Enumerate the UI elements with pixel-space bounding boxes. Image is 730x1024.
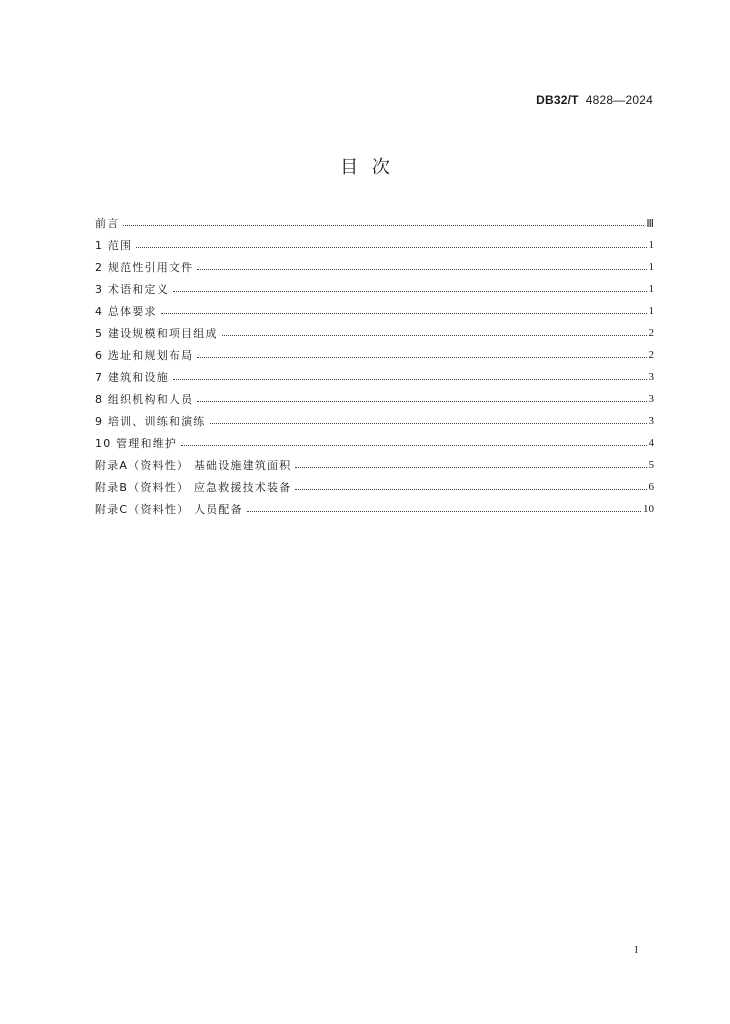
table-of-contents [95, 212, 654, 520]
toc-entry[interactable] [95, 256, 654, 278]
toc-entry-page: 3 [648, 415, 654, 427]
dot-leader [295, 489, 646, 490]
toc-entry[interactable] [95, 322, 654, 344]
toc-entry-page: 1 [648, 239, 654, 251]
toc-entry-title: 1 范围 [95, 239, 133, 252]
toc-entry[interactable] [95, 454, 654, 476]
page-number: I [634, 945, 638, 956]
toc-entry-title: 附录C（资料性） 人员配备 [95, 503, 243, 516]
toc-entry-page: 3 [648, 393, 654, 405]
toc-entry-title: 9 培训、训练和演练 [95, 415, 206, 428]
toc-entry-title: 6 选址和规划布局 [95, 349, 194, 362]
dot-leader [173, 291, 647, 292]
dot-leader [136, 247, 646, 248]
toc-entry[interactable] [95, 344, 654, 366]
toc-entry[interactable] [95, 476, 654, 498]
dot-leader [210, 423, 647, 424]
toc-entry-page: 2 [648, 327, 654, 339]
toc-entry[interactable] [95, 410, 654, 432]
dot-leader [197, 401, 646, 402]
dot-leader [295, 467, 646, 468]
standard-number: 4828—2024 [585, 93, 653, 107]
toc-entry[interactable] [95, 278, 654, 300]
dot-leader [247, 511, 641, 512]
toc-entry-title: 10 管理和维护 [95, 437, 178, 450]
dot-leader [161, 313, 647, 314]
toc-entry-title: 7 建筑和设施 [95, 371, 169, 384]
toc-entry-title: 附录B（资料性） 应急救援技术装备 [95, 481, 292, 494]
toc-title: 目 次 [340, 157, 390, 178]
dot-leader [123, 225, 644, 226]
toc-entry-page: Ⅲ [646, 217, 654, 230]
standard-prefix: DB32/T [536, 93, 579, 107]
dot-leader [173, 379, 647, 380]
toc-entry-page: 1 [648, 305, 654, 317]
toc-entry-title: 2 规范性引用文件 [95, 261, 194, 274]
toc-entry-title: 附录A（资料性） 基础设施建筑面积 [95, 459, 292, 472]
toc-entry-page: 2 [648, 349, 654, 361]
toc-entry-page: 1 [648, 261, 654, 273]
toc-entry[interactable] [95, 388, 654, 410]
toc-entry-page: 6 [648, 481, 654, 493]
dot-leader [197, 357, 646, 358]
toc-entry-page: 1 [648, 283, 654, 295]
toc-entry[interactable] [95, 212, 654, 234]
dot-leader [222, 335, 647, 336]
toc-entry[interactable] [95, 432, 654, 454]
toc-entry-title: 4 总体要求 [95, 305, 157, 318]
toc-entry-title: 5 建设规模和项目组成 [95, 327, 218, 340]
toc-entry-page: 3 [648, 371, 654, 383]
toc-entry-page: 5 [648, 459, 654, 471]
standard-code [536, 93, 653, 107]
toc-entry[interactable] [95, 300, 654, 322]
toc-entry[interactable] [95, 498, 654, 520]
toc-entry[interactable] [95, 366, 654, 388]
toc-entry-page: 4 [648, 437, 654, 449]
toc-entry-title: 8 组织机构和人员 [95, 393, 194, 406]
toc-entry-title: 前言 [95, 217, 120, 230]
toc-entry-page: 10 [643, 503, 654, 515]
dot-leader [181, 445, 646, 446]
toc-entry[interactable] [95, 234, 654, 256]
toc-entry-title: 3 术语和定义 [95, 283, 169, 296]
dot-leader [197, 269, 646, 270]
